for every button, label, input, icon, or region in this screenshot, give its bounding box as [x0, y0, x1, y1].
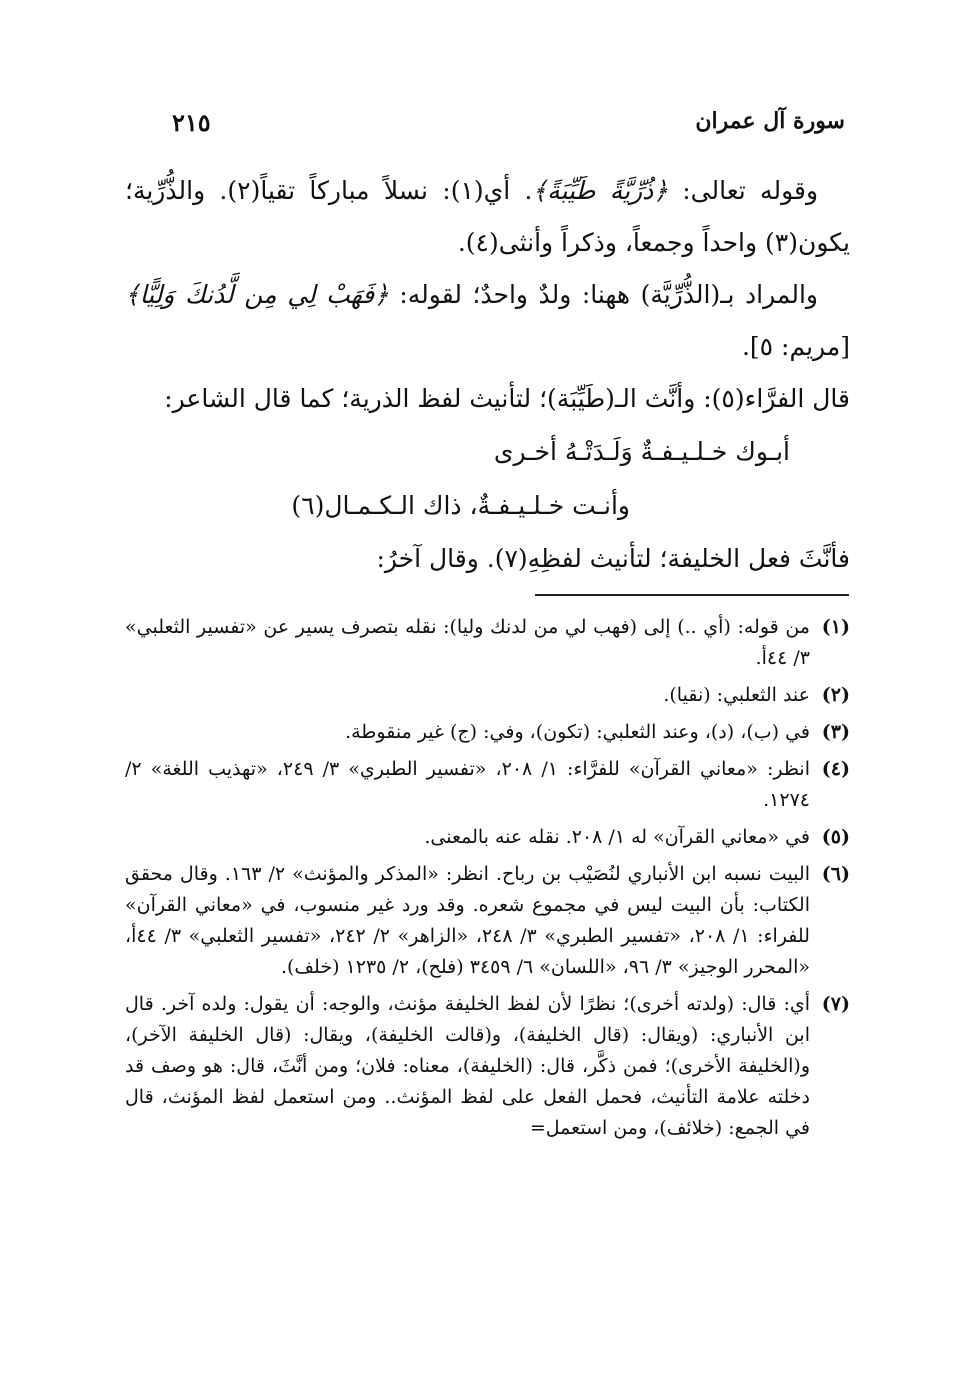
paragraph-1-intro: وقوله تعالى:: [667, 176, 819, 205]
footnote-1: [125, 612, 850, 674]
footnote-6: [125, 859, 850, 983]
paragraph-3: [125, 373, 850, 425]
footnote-2: [125, 680, 850, 711]
paragraph-4: [125, 533, 850, 585]
footnotes: [125, 612, 850, 1150]
main-text: [125, 165, 850, 585]
footnote-number: (٦): [821, 863, 850, 885]
surah-title: سورة آل عمران: [695, 108, 845, 134]
poetry-verse-2: وأنـت خـلـيـفـةٌ، ذاك الـكـمـال(٦): [291, 491, 630, 520]
page-header: [130, 108, 845, 148]
footnote-text: عند الثعلبي: (نقيا).: [663, 684, 810, 706]
footnote-text: أي: قال: (ولدته أخرى)؛ نظرًا لأن لفظ الخليفة مؤنث، والوجه: أن يقول: ولده آخر. قال ابن الأنباري: (ويقال: (قال الخليفة)، و(قالت الخليفة)، ويقال: (قال الخليفة الآخر)، و(الخليفة الأخرى)؛ فمن ذكَّر، قال: (الخليفة)، معناه: فلان؛ ومن أنَّثَ، قال: هو وصف قد دخلته علامة التأنيث، فحمل الفعل على لفظ المؤنث.. ومن استعمل لفظ المؤنث، قال في الجمع: (خلائف)، ومن استعمل=: [125, 993, 810, 1139]
footnote-text: انظر: «معاني القرآن» للفرَّاء: ١/ ٢٠٨، «تفسير الطبري» ٣/ ٢٤٩، «تهذيب اللغة» ٢/ ١٢٧٤.: [125, 758, 810, 811]
paragraph-2-rest: [مريم: ٥].: [741, 332, 850, 361]
footnote-number: (٥): [821, 826, 850, 848]
footnote-number: (٤): [821, 758, 850, 780]
page-number: ٢١٥: [172, 108, 211, 137]
footnote-number: (٢): [821, 684, 850, 706]
footnote-number: (٣): [821, 721, 850, 743]
quran-quote-2: ﴿فَهَبْ لِي مِن لَّدُنكَ وَلِيًّا﴾: [125, 280, 389, 309]
paragraph-3-text: قال الفرَّاء(٥): وأنَّث الـ(طَيِّبَة)؛ لتأنيث لفظ الذرية؛ كما قال الشاعر:: [164, 384, 850, 413]
footnote-text: البيت نسبه ابن الأنباري لنُصَيْب بن رباح. انظر: «المذكر والمؤنث» ٢/ ١٦٣. وقال محقق الكتاب: بأن البيت ليس في مجموع شعره. وقد ورد غير منسوب، في «معاني القرآن» للفراء: ١/ ٢٠٨، «تفسير الطبري» ٣/ ٢٤٨، «الزاهر» ٢/ ٢٤٢، «تفسير الثعلبي» ٣/ ٤٤أ، «المحرر الوجيز» ٣/ ٩٦، «اللسان» ٦/ ٣٤٥٩ (فلح)، ٢/ ١٢٣٥ (خلف).: [125, 863, 810, 978]
paragraph-1: [125, 165, 850, 269]
footnote-text: في (ب)، (د)، وعند الثعلبي: (تكون)، وفي: (ج) غير منقوطة.: [345, 721, 810, 743]
paragraph-2-intro: والمراد بـ(الذُّرِّيَّة) ههنا: ولدٌ واحدٌ؛ لقوله:: [388, 280, 818, 309]
paragraph-2: [125, 269, 850, 373]
footnote-7: [125, 989, 850, 1144]
footnote-text: من قوله: (أي ..) إلى (فهب لي من لدنك وليا): نقله بتصرف يسير عن «تفسير الثعلبي» ٣/ ٤٤أ.: [125, 616, 810, 669]
footnote-number: (١): [821, 616, 850, 638]
paragraph-1-rest: . أي(١): نسلاً مباركاً تقياً(٢). والذُّرِّية؛ يكون(٣) واحداً وجمعاً، وذكراً وأنثى(٤).: [125, 176, 850, 257]
footnote-text: في «معاني القرآن» له ١/ ٢٠٨. نقله عنه بالمعنى.: [424, 826, 810, 848]
quran-quote-1: ﴿ذُرِّيَّةً طَيِّبَةً﴾: [532, 176, 668, 205]
footnote-4: [125, 754, 850, 816]
footnote-5: [125, 822, 850, 853]
footnote-separator: [535, 594, 849, 596]
poetry-verse-1: أبـوك خـلـيـفـةٌ وَلَـدَتْـهُ أخـرى: [493, 437, 790, 466]
footnote-number: (٧): [821, 993, 850, 1015]
paragraph-4-text: فأنَّثَ فعل الخليفة؛ لتأنيث لفظِهِ(٧). وقال آخرُ:: [376, 544, 850, 573]
footnote-3: [125, 717, 850, 748]
